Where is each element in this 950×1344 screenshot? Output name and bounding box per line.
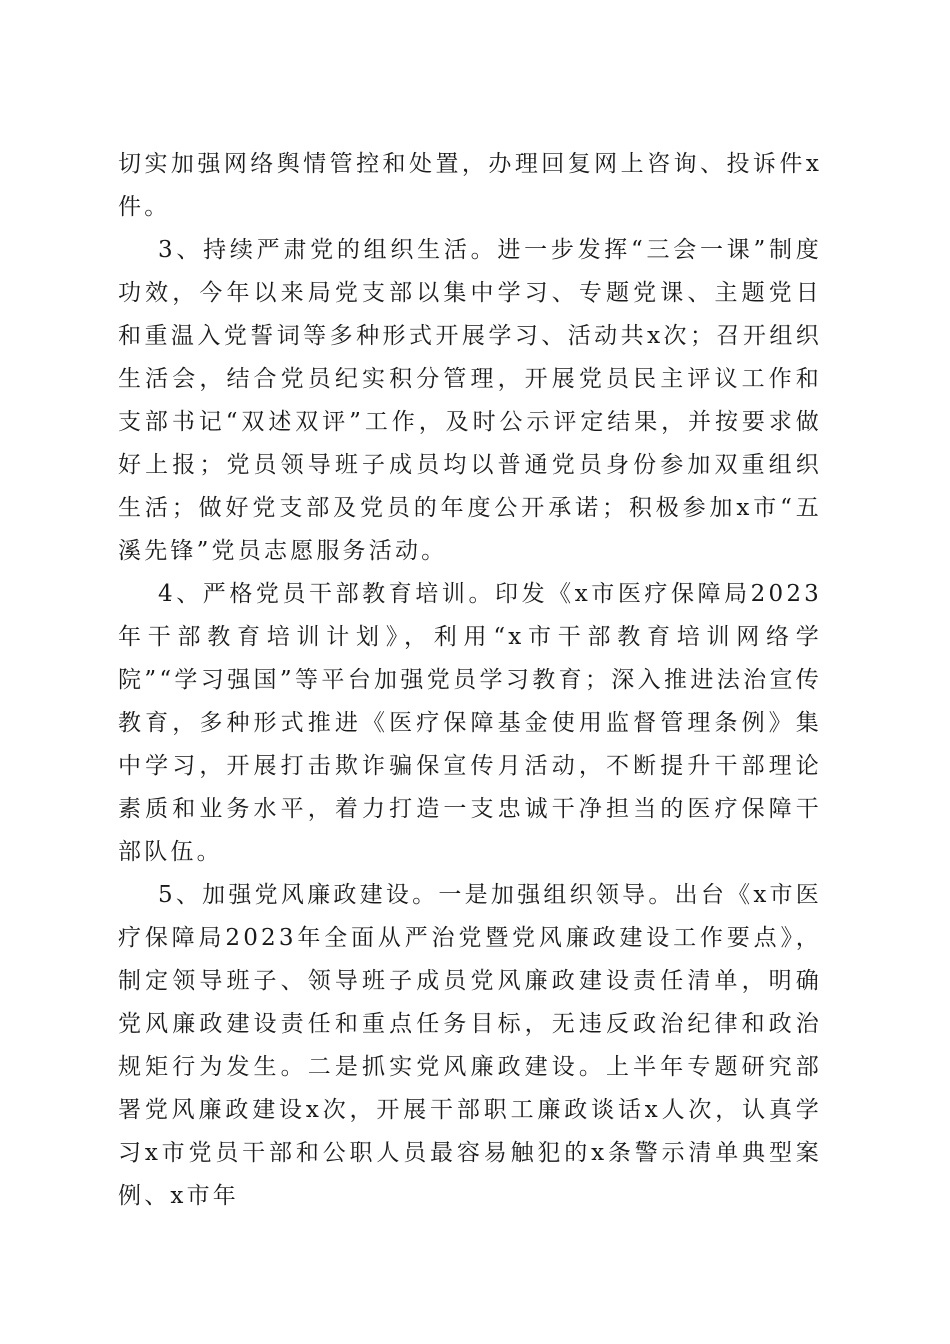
- paragraph-continuation: 切实加强网络舆情管控和处置，办理回复网上咨询、投诉件x件。: [118, 151, 822, 220]
- paragraph-5-clean-governance: 5、加强党风廉政建设。一是加强组织领导。出台《x市医疗保障局2023年全面从严治党暨党风廉政建设工作要点》，制定领导班子、领导班子成员党风廉政建设责任清单，明确党风廉政建设责任和重点任务目标，无违反政治纪律和政治规矩行为发生。二是抓实党风廉政建设。上半年专题研究部署党风廉政建设x次，开展干部职工廉政谈话x人次，认真学习x市党员干部和公职人员最容易触犯的x条警示清单典型案例、x市年: [118, 882, 822, 1209]
- paragraph-4-education-training: 4、严格党员干部教育培训。印发《x市医疗保障局2023年干部教育培训计划》，利用“x市干部教育培训网络学院”“学习强国”等平台加强党员学习教育；深入推进法治宣传教育，多种形式推进《医疗保障基金使用监督管理条例》集中学习，开展打击欺诈骗保宣传月活动，不断提升干部理论素质和业务水平，着力打造一支忠诚干净担当的医疗保障干部队伍。: [118, 581, 822, 865]
- document-body: [118, 143, 822, 1218]
- paragraph-3-organizational-life: 3、持续严肃党的组织生活。进一步发挥“三会一课”制度功效，今年以来局党支部以集中学习、专题党课、主题党日和重温入党誓词等多种形式开展学习、活动共x次；召开组织生活会，结合党员纪实积分管理，开展党员民主评议工作和支部书记“双述双评”工作，及时公示评定结果，并按要求做好上报；党员领导班子成员均以普通党员身份参加双重组织生活；做好党支部及党员的年度公开承诺；积极参加x市“五溪先锋”党员志愿服务活动。: [118, 237, 822, 564]
